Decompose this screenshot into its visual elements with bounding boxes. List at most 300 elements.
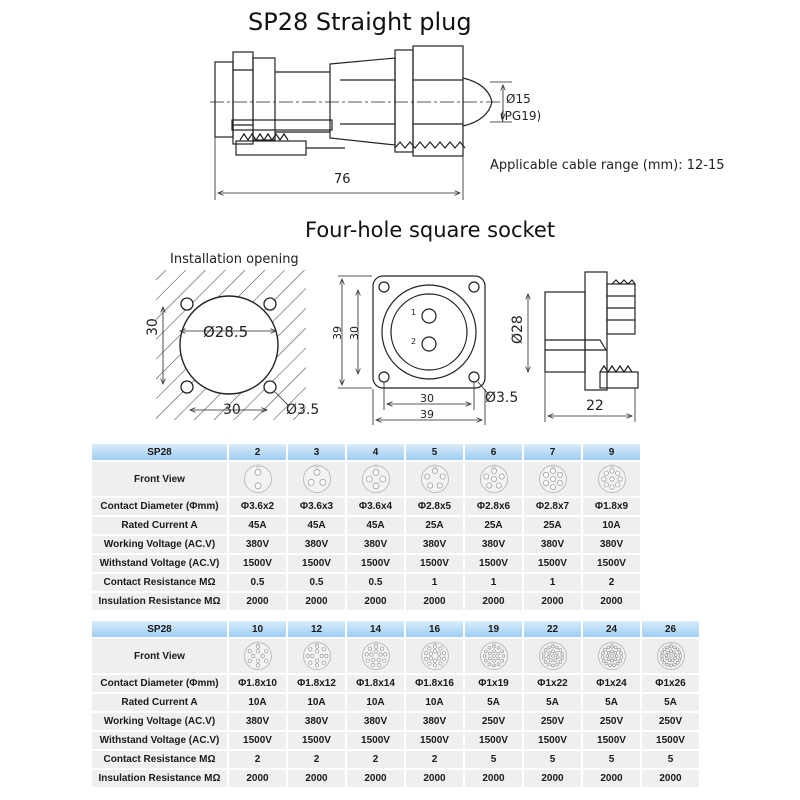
cell: 10A <box>288 694 345 711</box>
pin-hole <box>660 658 663 661</box>
row-label: Contact Diameter (Φmm) <box>92 498 227 515</box>
pin-hole <box>487 663 490 666</box>
cell: 5 <box>524 751 581 768</box>
pin-hole <box>609 477 613 481</box>
pin-hole <box>664 654 667 657</box>
cell: 380V <box>524 536 581 553</box>
row-label: Contact Diameter (Φmm) <box>92 675 227 692</box>
pin-hole <box>256 650 259 653</box>
pin-hole <box>483 655 486 658</box>
cell: Φ2.8x5 <box>406 498 463 515</box>
cell: 2000 <box>524 593 581 610</box>
pin-hole <box>440 474 445 479</box>
pin-hole <box>553 659 556 662</box>
pin-hole <box>366 476 372 482</box>
cell: 2 <box>288 751 345 768</box>
pin-hole <box>674 654 677 657</box>
pin-hole <box>486 483 491 488</box>
cell: 0.5 <box>347 574 404 591</box>
pin-hole <box>614 646 617 649</box>
cell: 1500V <box>347 732 404 749</box>
connector-key <box>433 642 437 645</box>
cell: 10A <box>406 694 463 711</box>
cell: 1500V <box>642 732 699 749</box>
opening-hole-label: Ø3.5 <box>286 402 320 418</box>
cell: 5A <box>583 694 640 711</box>
front-width-inner-label: 30 <box>420 392 434 405</box>
row-label: Front View <box>92 462 227 496</box>
pin-hole <box>547 663 550 666</box>
pin-hole <box>488 652 491 655</box>
pin-hole <box>610 645 613 648</box>
pin-hole <box>555 646 558 649</box>
cell: 0.5 <box>229 574 286 591</box>
pin-hole <box>429 657 432 660</box>
pin-count-header: 16 <box>406 621 463 637</box>
pin-hole <box>491 476 496 481</box>
cell: 1500V <box>229 555 286 572</box>
pin-hole <box>382 659 385 662</box>
cell: 2000 <box>229 770 286 787</box>
cell: 380V <box>288 713 345 730</box>
pin-hole <box>557 480 562 485</box>
cell: 10A <box>583 517 640 534</box>
cell: 25A <box>465 517 522 534</box>
cell: 1500V <box>583 732 640 749</box>
pin-hole <box>424 474 429 479</box>
pin-hole <box>555 652 558 655</box>
pin-count-header: 22 <box>524 621 581 637</box>
pin-hole <box>669 645 672 648</box>
pin-hole <box>544 661 547 664</box>
cell: 1500V <box>288 732 345 749</box>
pin-count-header: 10 <box>229 621 286 637</box>
pin-hole <box>679 655 682 658</box>
pin-hole <box>560 657 563 660</box>
pin-count-header: 5 <box>406 444 463 460</box>
cell: 2000 <box>642 770 699 787</box>
cell: 10A <box>229 694 286 711</box>
connector-key <box>315 642 319 645</box>
pin-hole <box>248 659 251 662</box>
cell: 10A <box>347 694 404 711</box>
pin-hole <box>676 648 679 651</box>
table-header-sp28: SP28 <box>92 621 227 637</box>
connector-key <box>256 465 260 468</box>
connector-key <box>610 642 614 645</box>
pin2-label: 2 <box>411 337 417 346</box>
cell: 2 <box>583 574 640 591</box>
cell: 5A <box>524 694 581 711</box>
cell: 5 <box>642 751 699 768</box>
row-label: Front View <box>92 639 227 673</box>
pin-hole <box>488 657 491 660</box>
cell: 1500V <box>406 732 463 749</box>
pin-hole <box>500 650 503 653</box>
front-view-icon <box>583 462 640 496</box>
pin-hole <box>315 664 318 667</box>
row-label: Insulation Resistance MΩ <box>92 770 227 787</box>
side-width-label: 22 <box>586 398 604 414</box>
pin-hole <box>310 654 313 657</box>
front-hole-label: Ø3.5 <box>485 390 519 406</box>
pin-hole <box>324 654 327 657</box>
pin-hole <box>496 657 499 660</box>
pin-hole <box>499 474 504 479</box>
cell: 2000 <box>583 770 640 787</box>
pin-hole <box>605 662 608 665</box>
pin-hole <box>547 652 550 655</box>
cell: 45A <box>347 517 404 534</box>
pin-hole <box>438 662 441 665</box>
cell: Φ1x22 <box>524 675 581 692</box>
pin-hole <box>308 479 314 485</box>
cell: 1500V <box>288 555 345 572</box>
socket-front-drawing <box>338 276 490 425</box>
pin-hole <box>607 651 610 654</box>
pin-hole <box>602 659 605 662</box>
cell: 1500V <box>465 555 522 572</box>
plug-title: SP28 Straight plug <box>248 8 472 36</box>
pin-hole <box>662 661 665 664</box>
front-width-outer-label: 39 <box>420 408 434 421</box>
cell: 0.5 <box>288 574 345 591</box>
pin-hole <box>609 469 613 473</box>
pin-hole <box>374 650 377 653</box>
pin-hole <box>615 471 619 475</box>
cell: 1 <box>465 574 522 591</box>
pin-hole <box>373 483 379 489</box>
cell: 2000 <box>229 593 286 610</box>
pin-hole <box>424 657 427 660</box>
pin-hole <box>248 650 251 653</box>
pin-hole <box>606 646 609 649</box>
front-view-icon <box>583 639 640 673</box>
cell: 1 <box>406 574 463 591</box>
pin-hole <box>618 659 621 662</box>
cell: Φ1x24 <box>583 675 640 692</box>
pin-hole <box>319 479 325 485</box>
pin-hole <box>604 483 608 487</box>
connector-key <box>551 465 555 468</box>
pin-hole <box>305 654 308 657</box>
plug-drawing <box>210 46 512 200</box>
row-label: Working Voltage (AC.V) <box>92 713 227 730</box>
cell: 380V <box>229 536 286 553</box>
pin-hole <box>497 646 500 649</box>
pin-hole <box>433 659 436 662</box>
pin-hole <box>433 664 436 667</box>
cell: 250V <box>583 713 640 730</box>
pin-count-header: 7 <box>524 444 581 460</box>
cell: 1500V <box>524 555 581 572</box>
cell: Φ1.8x14 <box>347 675 404 692</box>
pin-count-header: 12 <box>288 621 345 637</box>
connector-key <box>256 642 260 645</box>
pin-hole <box>610 655 613 658</box>
cell: Φ1.8x12 <box>288 675 345 692</box>
pin-hole <box>666 663 669 666</box>
pin-hole <box>610 650 613 653</box>
pin-hole <box>615 655 618 658</box>
cell: 2000 <box>465 593 522 610</box>
cell: Φ1.8x16 <box>406 675 463 692</box>
pin-hole <box>487 646 490 649</box>
pin-hole <box>438 647 441 650</box>
cell: 25A <box>406 517 463 534</box>
cell: 5A <box>642 694 699 711</box>
pin-hole <box>264 659 267 662</box>
pin-hole <box>483 474 488 479</box>
pin1-label: 1 <box>411 308 417 317</box>
plug-length-label: 76 <box>334 172 351 187</box>
pin-count-header: 6 <box>465 444 522 460</box>
pin-hole <box>500 659 503 662</box>
connector-key <box>610 465 614 468</box>
pin-count-header: 9 <box>583 444 640 460</box>
pin-hole <box>543 472 548 477</box>
pin-hole <box>433 650 436 653</box>
pin-count-header: 14 <box>347 621 404 637</box>
pin-hole <box>676 661 679 664</box>
cell: 1500V <box>406 555 463 572</box>
cell: 2000 <box>347 770 404 787</box>
pin-hole <box>383 653 386 656</box>
cell: 2000 <box>583 593 640 610</box>
pin-hole <box>601 656 604 659</box>
pin-hole <box>673 663 676 666</box>
pin-hole <box>610 659 613 662</box>
pin-hole <box>492 659 495 662</box>
pin-hole <box>542 653 545 656</box>
pin-hole <box>442 657 445 660</box>
pin-hole <box>368 647 371 650</box>
cell: 2000 <box>524 770 581 787</box>
pin-hole <box>492 645 495 648</box>
connector-key <box>315 465 319 468</box>
pin-hole <box>377 658 380 661</box>
pin-hole <box>315 645 318 648</box>
pin-hole <box>424 651 427 654</box>
connector-key <box>492 465 496 468</box>
plug-diameter-label: Ø15 <box>506 92 531 106</box>
pin-hole <box>660 655 663 658</box>
pin-hole <box>496 483 501 488</box>
pin-hole <box>601 652 604 655</box>
pin-hole <box>613 658 616 661</box>
row-label: Withstand Voltage (AC.V) <box>92 732 227 749</box>
cell: 1500V <box>583 555 640 572</box>
pin-hole <box>371 658 374 661</box>
cell: Φ3.6x4 <box>347 498 404 515</box>
pin-hole <box>660 651 663 654</box>
pin-hole <box>484 650 487 653</box>
pin-hole <box>491 468 496 473</box>
pin-count-header: 24 <box>583 621 640 637</box>
pin-hole <box>612 664 615 667</box>
pin-hole <box>551 650 554 653</box>
cell: 5 <box>465 751 522 768</box>
pin-hole <box>256 659 259 662</box>
pin-hole <box>369 653 372 656</box>
front-view-icon <box>524 462 581 496</box>
pin-hole <box>366 659 369 662</box>
cell: 25A <box>524 517 581 534</box>
pin-hole <box>616 662 619 665</box>
cable-range-label: Applicable cable range (mm): 12-15 <box>490 158 725 173</box>
pin-count-header: 19 <box>465 621 522 637</box>
cell: 2000 <box>406 593 463 610</box>
side-diameter-label: Ø28 <box>510 315 526 344</box>
front-view-icon <box>465 462 522 496</box>
cell: Φ2.8x7 <box>524 498 581 515</box>
connector-key <box>551 642 555 645</box>
pin-hole <box>608 664 611 667</box>
opening-width-label: 30 <box>223 402 241 418</box>
pin-hole <box>601 477 605 481</box>
pin-hole <box>320 654 323 657</box>
pin-hole <box>550 485 555 490</box>
pin-hole <box>673 646 676 649</box>
pin-hole <box>308 648 311 651</box>
pin-hole <box>373 469 379 475</box>
cell: 380V <box>347 713 404 730</box>
pin-hole <box>255 483 261 489</box>
pin-hole <box>619 652 622 655</box>
front-height-outer-label: 39 <box>331 326 344 340</box>
pin-hole <box>378 653 381 656</box>
pin-hole <box>671 659 674 662</box>
pin-hole <box>559 661 562 664</box>
cell: 1500V <box>465 732 522 749</box>
pin-hole <box>662 648 665 651</box>
front-view-icon <box>347 462 404 496</box>
connector-key <box>374 642 378 645</box>
cell: 45A <box>288 517 345 534</box>
spec-table-1 <box>90 442 642 612</box>
pin-hole <box>432 468 437 473</box>
cell: 2 <box>406 751 463 768</box>
pin-hole <box>437 652 440 655</box>
cell: 380V <box>583 536 640 553</box>
row-label: Insulation Resistance MΩ <box>92 593 227 610</box>
pin-hole <box>551 655 554 658</box>
pin-hole <box>609 485 613 489</box>
pin-hole <box>543 481 548 486</box>
pin-hole <box>427 662 430 665</box>
row-label: Contact Resistance MΩ <box>92 574 227 591</box>
pin-hole <box>556 656 559 659</box>
installation-opening-label: Installation opening <box>170 252 299 267</box>
pin-hole <box>251 654 254 657</box>
pin-hole <box>433 645 436 648</box>
pin-hole <box>549 659 552 662</box>
spec-table-2 <box>90 619 701 789</box>
pin-hole <box>322 661 325 664</box>
cell: 2000 <box>406 770 463 787</box>
pin-hole <box>605 655 608 658</box>
pin-hole <box>315 659 318 662</box>
row-label: Withstand Voltage (AC.V) <box>92 555 227 572</box>
pin-hole <box>484 659 487 662</box>
pin-hole <box>544 649 547 652</box>
row-label: Contact Resistance MΩ <box>92 751 227 768</box>
pin-hole <box>557 472 562 477</box>
pin-hole <box>666 646 669 649</box>
pin-hole <box>442 651 445 654</box>
cell: 380V <box>406 713 463 730</box>
pin-hole <box>547 646 550 649</box>
cell: Φ1x19 <box>465 675 522 692</box>
pin-hole <box>603 648 606 651</box>
pin-count-header: 4 <box>347 444 404 460</box>
row-label: Rated Current A <box>92 517 227 534</box>
cell: Φ3.6x2 <box>229 498 286 515</box>
row-label: Working Voltage (AC.V) <box>92 536 227 553</box>
pin-hole <box>665 657 668 660</box>
pin-hole <box>668 659 671 662</box>
cell: 2000 <box>347 593 404 610</box>
front-view-icon <box>524 639 581 673</box>
pin-hole <box>427 483 432 488</box>
cell: 1 <box>524 574 581 591</box>
pin-hole <box>615 483 619 487</box>
pin-hole <box>264 650 267 653</box>
cell: 2000 <box>465 770 522 787</box>
front-view-icon <box>229 462 286 496</box>
pin-hole <box>256 664 259 667</box>
pin-hole <box>607 658 610 661</box>
cell: 250V <box>465 713 522 730</box>
cell: 5A <box>465 694 522 711</box>
cell: 250V <box>524 713 581 730</box>
pin-hole <box>374 645 377 648</box>
cell: Φ1.8x9 <box>583 498 640 515</box>
cell: 380V <box>288 536 345 553</box>
cell: Φ3.6x3 <box>288 498 345 515</box>
pin-hole <box>377 663 380 666</box>
pin-hole <box>669 655 672 658</box>
front-view-icon <box>406 639 463 673</box>
front-view-icon <box>642 639 699 673</box>
cell: 380V <box>347 536 404 553</box>
front-view-icon <box>347 639 404 673</box>
pin-hole <box>371 663 374 666</box>
connector-key <box>669 642 673 645</box>
pin-hole <box>255 469 261 475</box>
pin-count-header: 3 <box>288 444 345 460</box>
cell: 380V <box>229 713 286 730</box>
pin-hole <box>322 648 325 651</box>
pin-hole <box>379 476 385 482</box>
pin-hole <box>365 653 368 656</box>
pin-hole <box>314 469 320 475</box>
socket-side-drawing <box>528 272 638 422</box>
pin-hole <box>380 647 383 650</box>
pin-hole <box>256 645 259 648</box>
pin-count-header: 26 <box>642 621 699 637</box>
socket-title: Four-hole square socket <box>305 218 556 242</box>
cell: 5 <box>583 751 640 768</box>
pin-hole <box>613 651 616 654</box>
front-view-icon <box>288 639 345 673</box>
pin-hole <box>261 654 264 657</box>
cell: Φ1.8x10 <box>229 675 286 692</box>
pin-hole <box>437 657 440 660</box>
front-view-icon <box>406 462 463 496</box>
table-header-sp28: SP28 <box>92 444 227 460</box>
cell: 2 <box>229 751 286 768</box>
